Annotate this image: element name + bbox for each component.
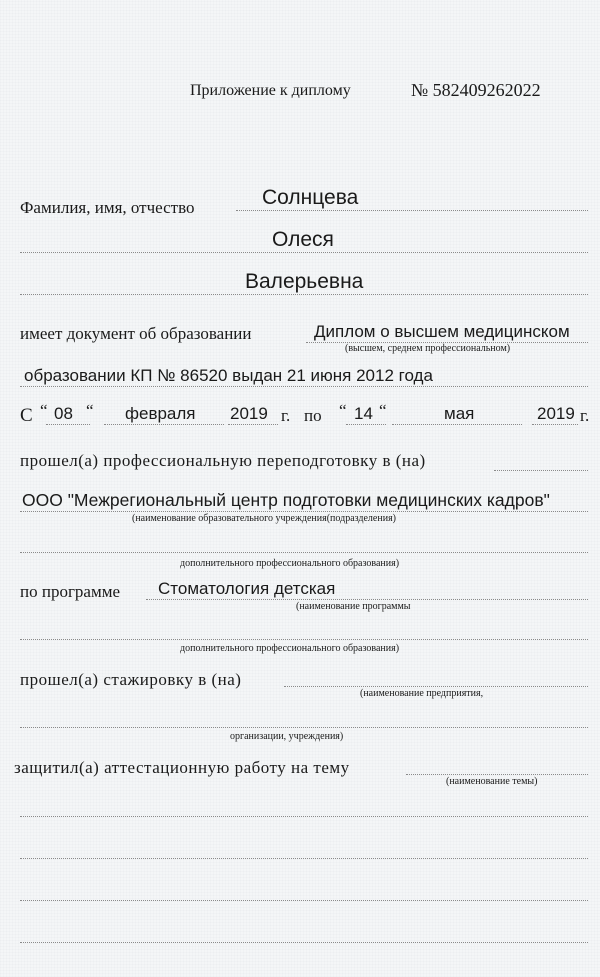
date-to-year-rule [532, 424, 578, 425]
header-number: № 582409262022 [411, 80, 541, 100]
program-label: по программе [20, 582, 121, 601]
attestation-rule [406, 774, 588, 775]
date-from-year-suffix: г. [281, 406, 291, 425]
education-doc-value-line2: образовании КП № 86520 выдан 21 июня 2012 года [24, 366, 433, 385]
date-to-quote-close: “ [379, 401, 387, 420]
attestation-rule-4 [20, 900, 588, 901]
date-from-month-rule [104, 424, 224, 425]
attestation-label: защитил(а) аттестационную работу на тему [14, 758, 350, 777]
internship-caption-2: организации, учреждения) [230, 731, 344, 742]
date-to-day-rule [346, 424, 386, 425]
attestation-caption: (наименование темы) [446, 776, 538, 787]
date-from-month: февраля [125, 404, 196, 423]
retraining-label-rule [494, 470, 588, 471]
date-to-prefix: по [304, 406, 322, 425]
date-from-quote-close: “ [86, 401, 94, 420]
program-additional-caption: дополнительного профессионального образования) [180, 643, 400, 654]
retraining-organization-rule-2 [20, 552, 588, 553]
retraining-label: прошел(а) профессиональную переподготовку в (на) [20, 451, 426, 470]
attestation-rule-2 [20, 816, 588, 817]
retraining-organization-caption: (наименование образовательного учреждения(подразделения) [132, 513, 396, 524]
date-to-year-suffix: г. [580, 406, 590, 425]
patronymic-value: Валерьевна [245, 270, 364, 293]
first-name-rule [20, 252, 588, 253]
patronymic-rule [20, 294, 588, 295]
date-to-month: мая [444, 404, 475, 423]
program-value: Стоматология детская [158, 579, 336, 598]
date-to-quote-open: “ [339, 401, 347, 420]
education-doc-value-line1: Диплом о высшем медицинском [314, 322, 570, 341]
date-to-day: 14 [354, 404, 373, 423]
internship-rule [284, 686, 588, 687]
date-from-prefix: С [20, 405, 33, 426]
date-from-year-rule [228, 424, 278, 425]
attestation-rule-3 [20, 858, 588, 859]
date-to-month-rule [392, 424, 522, 425]
retraining-organization-rule [20, 511, 588, 512]
fio-label: Фамилия, имя, отчество [20, 198, 195, 217]
internship-caption-1: (наименование предприятия, [360, 688, 484, 699]
date-from-day: 08 [54, 404, 73, 423]
retraining-organization: ООО "Межрегиональный центр подготовки медицинских кадров" [22, 490, 550, 510]
education-doc-rule-2 [20, 386, 588, 387]
program-rule-2 [20, 639, 588, 640]
date-from-year: 2019 [230, 404, 268, 423]
date-from-day-rule [46, 424, 90, 425]
date-from-quote-open: “ [40, 401, 48, 420]
program-rule [146, 599, 588, 600]
attestation-rule-5 [20, 942, 588, 943]
header-appendix-label: Приложение к диплому [190, 82, 351, 99]
retraining-additional-caption: дополнительного профессионального образования) [180, 558, 400, 569]
internship-rule-2 [20, 727, 588, 728]
surname-rule [236, 210, 588, 211]
first-name-value: Олеся [272, 228, 334, 251]
program-caption: (наименование программы [296, 601, 411, 612]
education-doc-label: имеет документ об образовании [20, 324, 252, 343]
internship-label: прошел(а) стажировку в (на) [20, 670, 242, 689]
date-to-year: 2019 [537, 404, 575, 423]
education-doc-caption: (высшем, среднем профессиональном) [345, 343, 511, 354]
surname-value: Солнцева [262, 186, 359, 209]
